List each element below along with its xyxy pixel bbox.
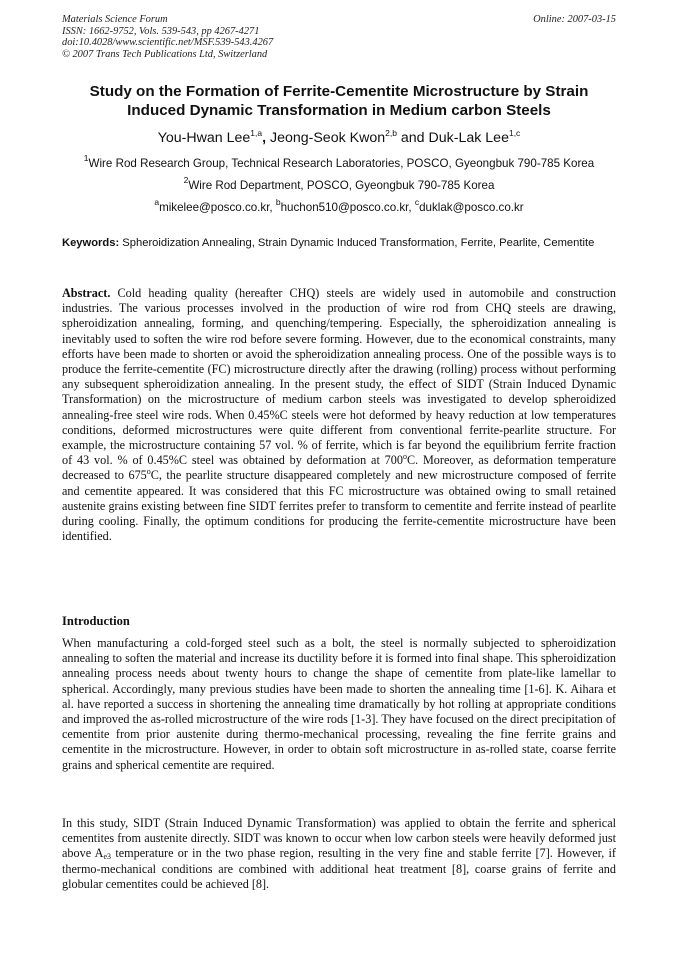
affiliation-1 (50, 153, 628, 171)
online-date: Online: 2007-03-15 (533, 14, 616, 25)
paragraph-text: In this study, SIDT (Strain Induced Dynamic Transformation) was applied to obtain the ferrite and spherical cementites from austenite directly. SIDT was known to occur when low carbon steels were heavily deformed just above A (62, 816, 616, 861)
affiliation-text: Wire Rod Research Group, Technical Research Laboratories, POSCO, Gyeongbuk 790-785 Korea (88, 157, 595, 170)
introduction-heading: Introduction (62, 614, 130, 628)
copyright-line: © 2007 Trans Tech Publications Ltd, Switzerland (62, 48, 268, 60)
affiliation-text: Wire Rod Department, POSCO, Gyeongbuk 790-785 Korea (188, 179, 495, 192)
paper-title: Study on the Formation of Ferrite-Cementite Microstructure by Strain Induced Dynamic Transformation in Medium carbon Steels (89, 83, 589, 119)
author-separator: and (396, 130, 429, 146)
affiliation-2 (50, 175, 628, 193)
issn-line: ISSN: 1662-9752, Vols. 539-543, pp 4267-4271 (62, 25, 260, 37)
author-name: Duk-Lak Lee (428, 130, 509, 146)
journal-name: Materials Science Forum (62, 14, 168, 25)
author-marks: 2,b (385, 128, 397, 138)
author-name: You-Hwan Lee (157, 130, 251, 146)
degree-mark: o (146, 467, 151, 477)
author-marks: 1,c (508, 128, 521, 138)
email-mark: a (154, 197, 160, 207)
keywords-text: Spheroidization Annealing, Strain Dynamic Induced Transformation, Ferrite, Pearlite, Cementite (119, 237, 595, 249)
abstract-text: C, the pearlite structure disappeared completely and new microstructure composed of ferrite and cementite appeared. It was considered that this FC microstructure was obtained owing to small retained austenite grains existing between fine SIDT ferrites prefer to transform to cementite and ferrite instead of pearlite during cooling. Finally, the optimum conditions for producing the ferrite-cementite microstructure have been identified. (62, 468, 616, 544)
author-name: Jeong-Seok Kwon (269, 130, 386, 146)
degree-mark: o (402, 452, 407, 462)
doi-line: doi:10.4028/www.scientific.net/MSF.539-543.4267 (62, 37, 274, 49)
email-address: mikelee@posco.co.kr, (159, 201, 276, 214)
email-mark: c (414, 197, 420, 207)
abstract-text: Cold heading quality (hereafter CHQ) steels are widely used in automobile and construction industries. The various processes involved in the production of wire rod from CHQ steels are drawing, spheroidization annealing, forming, and quenching/tempering. Especially, the spheroidization annealing is inevitably used to soften the wire rod before severe forming. However, due to the economical constraints, many efforts have been made to shorten or avoid the spheroidization annealing process. One of the possible ways is to produce the ferrite-cementite (FC) microstructure directly after the drawing (rolling) process without performing any subsequent spheroidization annealing. In the present study, the effect of SIDT (Strain Induced Dynamic Transformation) on the microstructure of medium carbon steels was investigated to develop spheroidized annealing-free steel wire rods. When 0.45%C steels were hot deformed by heavy reduction at low temperatures conditions, deformed microstructures were quite different from conventional ferrite-pearlite structure. For example, the microstructure containing 57 vol. % of ferrite, which is far beyond the equilibrium ferrite fraction of 43 vol. % of 0.45%C steel was obtained by deformation at 700 (62, 286, 616, 468)
affiliation-mark: 2 (183, 175, 189, 185)
email-mark: b (275, 197, 281, 207)
affiliation-mark: 1 (83, 153, 89, 163)
introduction-paragraph-2 (62, 816, 616, 892)
email-line (50, 197, 628, 215)
author-list (62, 129, 616, 147)
paragraph-text: temperature or in the two phase region, resulting in the very fine and stable ferrite [7]. However, if thermo-mechanical conditions are combined with additional heat treatment [8], coarse grains of ferrite and globular cementites could be achieved [8]. (62, 846, 616, 891)
abstract-label: Abstract. (62, 286, 111, 300)
subscript-e3: e3 (103, 852, 112, 862)
keywords-section (62, 236, 616, 250)
author-marks: 1,a (250, 128, 263, 138)
keywords-label: Keywords: (62, 237, 120, 249)
email-address: duklak@posco.co.kr (419, 201, 524, 214)
abstract-text: C. Moreover, as deformation temperature decreased to 675 (62, 453, 616, 483)
introduction-paragraph-1: When manufacturing a cold-forged steel such as a bolt, the steel is normally subjected to spheroidization annealing to soften the material and increase its ductility before it is formed into final shape. This spheroidization annealing process needs about twenty hours to change the shape of cementite from plate-like lamellar to spherical. Accordingly, many previous studies have been made to shorten the annealing time [1-6]. K. Aihara et al. have reported a success in shortening the annealing time dramatically by hot rolling at appropriate conditions and improved the as-rolled microstructure of the wire rods [1-3]. They have focused on the direct precipitation of cementite from prior austenite during thermo-mechanical processing, revealing the fine ferrite grains and cementite in the microstructure. However, in order to obtain soft microstructure in as-rolled state, coarse ferrite grains and spherical cementite are required. (62, 636, 616, 772)
email-address: huchon510@posco.co.kr, (280, 201, 415, 214)
author-separator: , (262, 130, 270, 146)
journal-header (62, 14, 616, 60)
abstract-section (62, 286, 616, 544)
